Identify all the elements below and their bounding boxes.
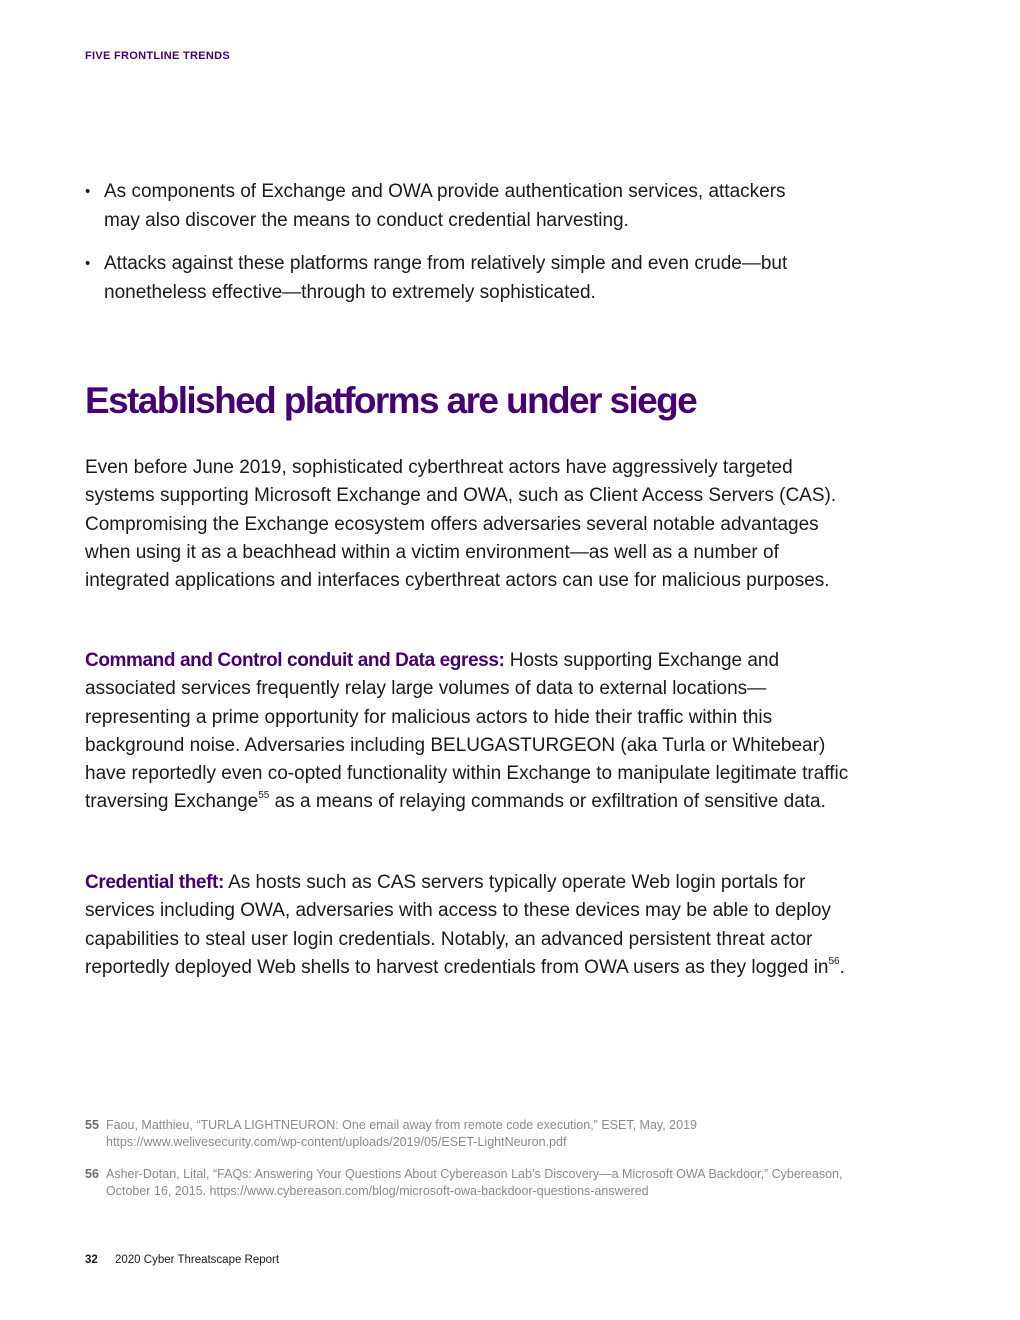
bullet-list (85, 178, 825, 322)
footnote-ref-56[interactable]: 56 (828, 955, 840, 967)
c2-text-after: as a means of relaying commands or exfiltration of sensitive data. (269, 791, 826, 813)
credential-paragraph (85, 869, 853, 982)
report-title: 2020 Cyber Threatscape Report (115, 1254, 280, 1266)
credential-text: As hosts such as CAS servers typically operate Web login portals for services including OWA, adversaries with access to these devices may be able to deploy capabilities to steal user login credentials. Notably, an advanced persistent threat actor reportedly deployed Web shells to harvest credentials from OWA users as they logged in (85, 872, 831, 978)
footnote-56 (85, 1166, 855, 1199)
c2-lead: Command and Control conduit and Data egress: (85, 650, 505, 671)
footnote-55 (85, 1117, 855, 1150)
bullet-dot-icon: • (85, 255, 91, 272)
footnote-number: 55 (85, 1118, 99, 1132)
c2-paragraph (85, 647, 853, 817)
credential-lead: Credential theft: (85, 872, 224, 893)
bullet-dot-icon: • (85, 183, 91, 200)
footnote-ref-55[interactable]: 55 (258, 790, 270, 802)
page-footer (85, 1254, 279, 1266)
footnote-number: 56 (85, 1167, 99, 1181)
bullet-text: As components of Exchange and OWA provide authentication services, attackers may also discover the means to conduct credential harvesting. (104, 181, 786, 231)
section-heading: Established platforms are under siege (85, 380, 697, 421)
c2-text: Hosts supporting Exchange and associated services frequently relay large volumes of data to external locations—representing a prime opportunity for malicious actors to hide their traffic within this background noise. Adversaries including BELUGASTURGEON (aka Turla or Whitebear) have reportedly even co-opted functionality within Exchange to manipulate legitimate traffic traversing Exchange (85, 650, 849, 813)
intro-paragraph: Even before June 2019, sophisticated cyberthreat actors have aggressively targeted systems supporting Microsoft Exchange and OWA, such as Client Access Servers (CAS). Compromising the Exchange ecosystem offers adversaries several notable advantages when using it as a beachhead within a victim environment—as well as a number of integrated applications and interfaces cyberthreat actors can use for malicious purposes. (85, 457, 837, 592)
bullet-text: Attacks against these platforms range from relatively simple and even crude—but nonetheless effective—through to extremely sophisticated. (104, 253, 788, 303)
footnote-text: Faou, Matthieu, “TURLA LIGHTNEURON: One email away from remote code execution,” ESET, May, 2019 https://www.welivesecurity.com/wp-content/uploads/2019/05/ESET-LightNeuron.pdf (106, 1118, 697, 1149)
section-label: FIVE FRONTLINE TRENDS (85, 50, 231, 62)
bullet-item (85, 178, 825, 235)
footnote-text: Asher-Dotan, Lital, “FAQs: Answering Your Questions About Cybereason Lab’s Discovery—a Microsoft OWA Backdoor,” Cybereason, October 16, 2015. https://www.cybereason.com/blog/microsoft-owa-backdoor-questions-answered (106, 1167, 843, 1198)
page-number: 32 (85, 1254, 98, 1266)
bullet-item (85, 250, 825, 307)
footnotes (85, 1117, 855, 1215)
credential-text-after: . (839, 956, 845, 978)
